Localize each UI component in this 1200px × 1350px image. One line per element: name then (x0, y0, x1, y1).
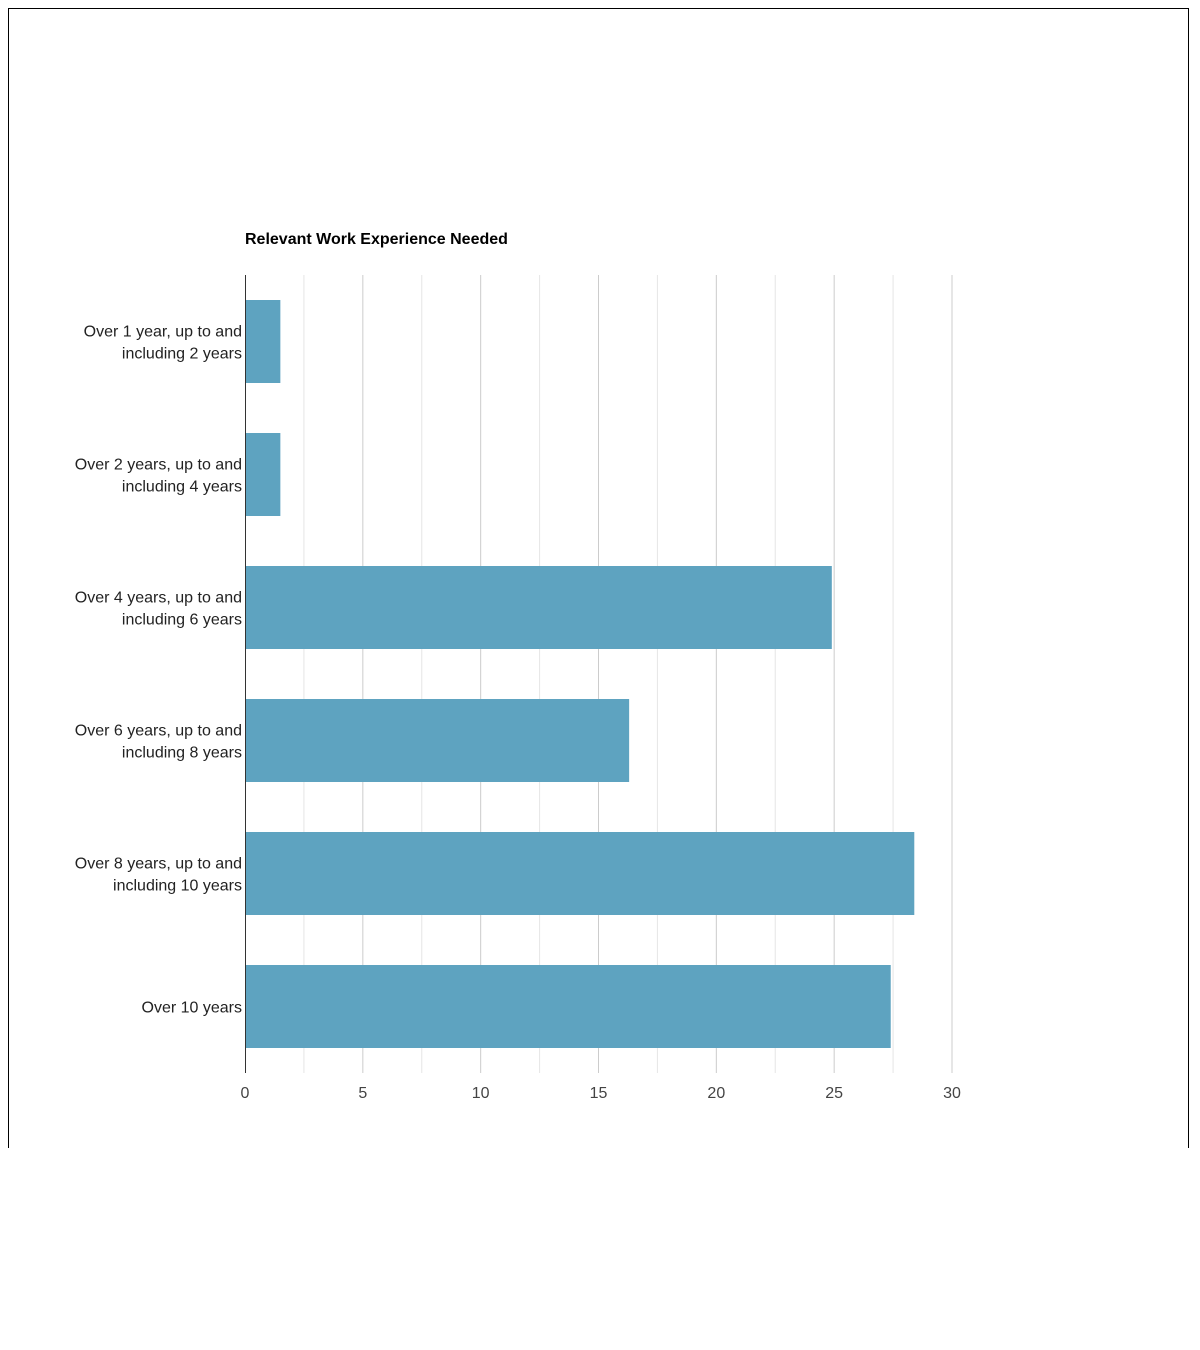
bar (245, 566, 832, 649)
bar (245, 832, 914, 915)
gridlines (304, 275, 952, 1073)
category-label: Over 4 years, up to and (74, 589, 242, 607)
category-label: Over 1 year, up to and (83, 323, 242, 341)
bar (245, 699, 629, 782)
x-tick-labels (241, 1085, 961, 1102)
category-labels (75, 324, 242, 1017)
x-tick-label: 0 (240, 1085, 250, 1102)
category-label: including 10 years (113, 877, 242, 895)
x-tick-label: 10 (471, 1085, 490, 1102)
x-tick-label: 20 (707, 1085, 726, 1102)
category-label: Over 8 years, up to and (74, 855, 242, 873)
bar (245, 300, 280, 383)
category-label: including 2 years (121, 345, 242, 363)
x-tick-label: 5 (358, 1085, 368, 1102)
x-tick-label: 30 (943, 1085, 961, 1102)
category-label: Over 10 years (141, 999, 242, 1017)
bar (245, 965, 891, 1048)
chart-title: Relevant Work Experience Needed (245, 231, 508, 248)
category-label: including 8 years (121, 744, 242, 762)
bars (245, 300, 914, 1048)
bar (245, 433, 280, 516)
category-label: including 6 years (121, 611, 242, 629)
category-label: Over 2 years, up to and (74, 456, 242, 474)
x-tick-label: 15 (589, 1085, 608, 1102)
x-tick-label: 25 (825, 1085, 844, 1102)
category-label: including 4 years (121, 478, 242, 496)
category-label: Over 6 years, up to and (74, 722, 242, 740)
